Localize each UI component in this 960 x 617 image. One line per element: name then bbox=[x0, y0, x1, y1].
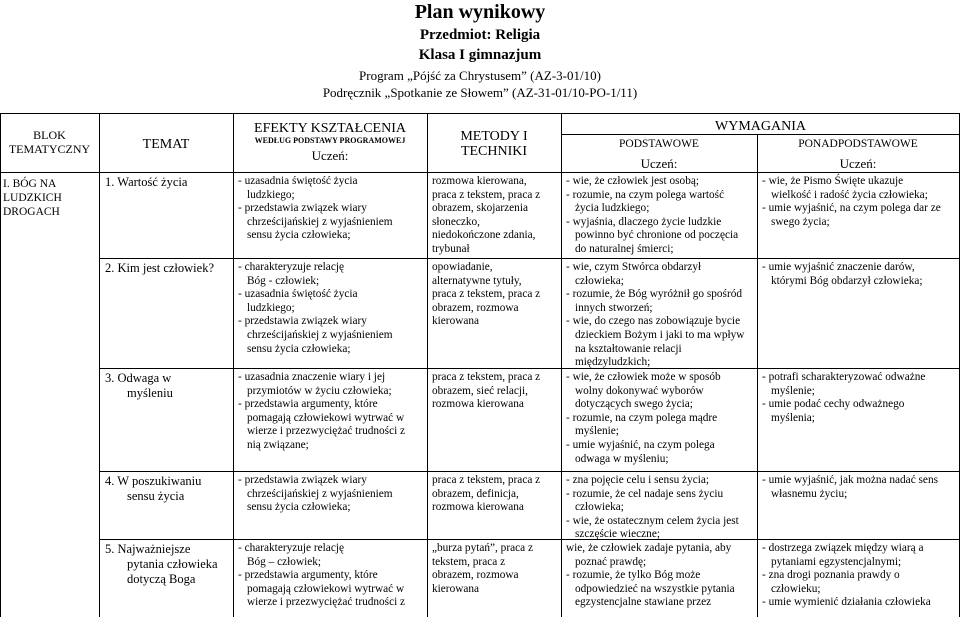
cell-line: - wie, czym Stwórca obdarzył bbox=[566, 261, 702, 273]
cell-line: - przedstawia związek wiary bbox=[238, 315, 367, 328]
cell-line: ludzkiego; bbox=[247, 301, 295, 314]
row-line bbox=[99, 539, 960, 540]
topic-cell bbox=[105, 371, 231, 401]
cell-line: nią związane; bbox=[247, 438, 309, 451]
cell-line: poznać prawdę; bbox=[575, 555, 647, 568]
cell-line: sensu życia człowieka; bbox=[247, 501, 351, 514]
effects-cell bbox=[238, 261, 426, 356]
cell-line: opowiadanie, bbox=[432, 261, 493, 273]
cell-line: swego życia; bbox=[771, 215, 830, 228]
header-uczen: Uczeń: bbox=[640, 156, 678, 171]
cell-line: obrazem, skojarzenia bbox=[432, 202, 528, 215]
cell-line: - umie wyjaśnić, na czym polega dar ze bbox=[762, 202, 941, 215]
cell-line: odpowiedzieć na wszystkie pytania bbox=[575, 582, 735, 595]
cell-line: - dostrzega związek między wiarą a bbox=[762, 542, 924, 554]
cell-line: odwaga w myśleniu; bbox=[575, 452, 669, 465]
header-efekty bbox=[233, 121, 427, 163]
cell-line: do naturalnej śmierci; bbox=[575, 242, 674, 255]
wymagania-divider bbox=[561, 134, 960, 135]
header-efekty-subtitle: WEDŁUG PODSTAWY PROGRAMOWEJ bbox=[254, 136, 406, 145]
col-line bbox=[0, 113, 1, 617]
cell-line: Bóg – człowiek; bbox=[247, 555, 322, 568]
basic-requirements-cell bbox=[566, 175, 756, 257]
col-line bbox=[99, 113, 100, 617]
advanced-requirements-cell bbox=[762, 261, 958, 288]
cell-line: myśleniu bbox=[127, 386, 173, 400]
header-ponadpodstawowe-label: PONADPODSTAWOWE bbox=[798, 138, 918, 150]
cell-line: innych stworzeń; bbox=[575, 301, 653, 314]
cell-line: - zna drogi poznania prawdy o bbox=[762, 569, 900, 582]
cell-line: na kształtowanie relacji bbox=[575, 342, 682, 355]
header-temat: TEMAT bbox=[142, 137, 190, 152]
col-line bbox=[561, 113, 562, 617]
topic-cell bbox=[105, 542, 231, 587]
cell-line: życia ludzkiego; bbox=[575, 202, 650, 215]
cell-line: - przedstawia argumenty, które bbox=[238, 569, 378, 582]
advanced-requirements-cell bbox=[762, 371, 958, 425]
header-efekty-title: EFEKTY KSZTAŁCENIA bbox=[254, 121, 406, 136]
cell-line: obrazem, definicja, bbox=[432, 487, 519, 500]
header-uczen: Uczeń: bbox=[311, 148, 349, 163]
basic-requirements-cell bbox=[566, 542, 756, 610]
header-metody-line: METODY I bbox=[460, 129, 528, 144]
cell-line: chrześcijańskiej z wyjaśnieniem bbox=[247, 328, 393, 341]
cell-line: wierze i przezwyciężać trudności z bbox=[247, 596, 406, 609]
cell-line: obrazem, rozmowa bbox=[432, 569, 519, 582]
cell-line: kierowana bbox=[432, 315, 480, 328]
cell-line: pytaniami egzystencjalnymi; bbox=[771, 555, 902, 568]
cell-line: sensu życia człowieka; bbox=[247, 229, 351, 242]
cell-line: rozmowa kierowana, bbox=[432, 175, 527, 187]
cell-line: człowieka; bbox=[575, 501, 624, 514]
cell-line: - uzasadnia świętość życia bbox=[238, 175, 358, 187]
effects-cell bbox=[238, 474, 426, 515]
cell-line: „burza pytań”, praca z bbox=[432, 542, 533, 554]
textbook-line: Podręcznik „Spotkanie ze Słowem” (AZ-31-01/10-PO-1/11) bbox=[322, 85, 638, 100]
cell-line: pomagają człowiekowi wytrwać w bbox=[247, 411, 405, 424]
cell-line: 4. W poszukiwaniu bbox=[105, 474, 202, 488]
cell-line: - umie podać cechy odważnego bbox=[762, 398, 905, 411]
effects-cell bbox=[238, 175, 426, 243]
col-line bbox=[757, 134, 758, 617]
cell-line: myślenie; bbox=[575, 425, 619, 438]
col-line bbox=[233, 113, 234, 617]
cell-line: obrazem, rozmowa bbox=[432, 301, 519, 314]
cell-line: człowieku; bbox=[771, 582, 821, 595]
subject-line: Przedmiot: Religia bbox=[419, 27, 541, 43]
header-wymagania: WYMAGANIA bbox=[715, 119, 806, 134]
header-metody bbox=[427, 129, 561, 159]
header-metody-line: TECHNIKI bbox=[460, 144, 528, 159]
header-uczen: Uczeń: bbox=[839, 156, 877, 171]
cell-line: którymi Bóg obdarzył człowieka; bbox=[771, 274, 923, 287]
cell-line: wierze i przezwyciężać trudności z bbox=[247, 425, 406, 438]
cell-line: rozmowa kierowana bbox=[432, 501, 524, 514]
cell-line: dotyczących swego życia; bbox=[575, 398, 693, 411]
blok-name bbox=[3, 177, 97, 219]
methods-cell bbox=[432, 474, 560, 515]
cell-line: pytania człowieka bbox=[127, 557, 218, 571]
effects-cell bbox=[238, 542, 426, 610]
cell-line: - przedstawia argumenty, które bbox=[238, 398, 378, 411]
cell-line: dzieckiem Bożym i jaki to ma wpływ bbox=[575, 328, 745, 341]
cell-line: - wie, że ostatecznym celem życia jest bbox=[566, 514, 739, 527]
cell-line: Bóg - człowiek; bbox=[247, 274, 320, 287]
cell-line: - rozumie, na czym polega mądre bbox=[566, 411, 718, 424]
header-blok-line: BLOK bbox=[33, 128, 66, 142]
cell-line: 5. Najważniejsze bbox=[105, 542, 191, 556]
topic-cell bbox=[105, 474, 231, 504]
basic-requirements-cell bbox=[566, 261, 756, 370]
cell-line: - umie wymienić działania człowieka bbox=[762, 596, 931, 609]
cell-line: 2. Kim jest człowiek? bbox=[105, 261, 214, 275]
header-podstawowe bbox=[561, 137, 757, 171]
cell-line: dotyczą Boga bbox=[127, 572, 196, 586]
cell-line: rozmowa kierowana bbox=[432, 398, 524, 411]
header-ponadpodstawowe bbox=[757, 137, 959, 171]
topic-cell bbox=[105, 261, 231, 276]
cell-line: sensu życia bbox=[127, 489, 185, 503]
cell-line: wie, że człowiek zadaje pytania, aby bbox=[566, 542, 732, 554]
cell-line: - potrafi scharakteryzować odważne bbox=[762, 371, 926, 383]
cell-line: 3. Odwaga w bbox=[105, 371, 172, 385]
advanced-requirements-cell bbox=[762, 542, 958, 610]
cell-line: - wie, że człowiek może w sposób bbox=[566, 371, 721, 383]
cell-line: - wie, że człowiek jest osobą; bbox=[566, 175, 700, 187]
cell-line: egzystencjalne stawiane przez bbox=[575, 596, 712, 609]
cell-line: - umie wyjaśnić znaczenie darów, bbox=[762, 261, 915, 273]
effects-cell bbox=[238, 371, 426, 453]
topic-cell bbox=[105, 175, 231, 190]
cell-line: - przedstawia związek wiary bbox=[238, 202, 367, 215]
program-line: Program „Pójść za Chrystusem” (AZ-3-01/10) bbox=[359, 68, 601, 83]
cell-line: niedokończone zdania, bbox=[432, 229, 536, 242]
cell-line: 1. Wartość życia bbox=[105, 175, 188, 189]
header-podstawowe-label: PODSTAWOWE bbox=[619, 138, 699, 150]
cell-line: ludzkiego; bbox=[247, 188, 295, 201]
cell-line: pomagają człowiekowi wytrwać w bbox=[247, 582, 405, 595]
cell-line: wielkość i radość życia człowieka; bbox=[771, 188, 928, 201]
cell-line: - uzasadnia świętość życia bbox=[238, 288, 358, 301]
cell-line: sensu życia człowieka; bbox=[247, 342, 351, 355]
cell-line: - przedstawia związek wiary bbox=[238, 474, 367, 486]
cell-line: praca z tekstem, praca z bbox=[432, 474, 541, 486]
row-line bbox=[99, 471, 960, 472]
cell-line: myślenie; bbox=[771, 384, 815, 397]
header-blok bbox=[0, 128, 99, 156]
cell-line: alternatywne tytuły, bbox=[432, 274, 522, 287]
blok-name-line: I. BÓG NA bbox=[3, 178, 57, 190]
cell-line: chrześcijańskiej z wyjaśnieniem bbox=[247, 215, 393, 228]
cell-line: międzyludzkich; bbox=[575, 356, 651, 369]
cell-line: powinno być chronione od poczęcia bbox=[575, 229, 739, 242]
cell-line: - charakteryzuje relację bbox=[238, 261, 344, 273]
blok-name-line: DROGACH bbox=[3, 206, 60, 218]
cell-line: - wie, że Pismo Święte ukazuje bbox=[762, 175, 904, 187]
cell-line: - umie wyjaśnić, na czym polega bbox=[566, 438, 715, 451]
cell-line: - rozumie, że Bóg wyróżnił go spośród bbox=[566, 288, 743, 301]
basic-requirements-cell bbox=[566, 474, 756, 542]
cell-line: - rozumie, na czym polega wartość bbox=[566, 188, 725, 201]
header-blok-line: TEMATYCZNY bbox=[8, 142, 91, 156]
methods-cell bbox=[432, 261, 560, 329]
col-line bbox=[427, 113, 428, 617]
cell-line: obrazem, sieć relacji, bbox=[432, 384, 528, 397]
cell-line: - uzasadnia znaczenie wiary i jej bbox=[238, 371, 386, 383]
cell-line: własnemu życiu; bbox=[771, 487, 848, 500]
row-line bbox=[99, 368, 960, 369]
cell-line: tekstem, praca z bbox=[432, 555, 506, 568]
methods-cell bbox=[432, 175, 560, 257]
cell-line: człowieka; bbox=[575, 274, 624, 287]
basic-requirements-cell bbox=[566, 371, 756, 466]
methods-cell bbox=[432, 371, 560, 412]
cell-line: - rozumie, że cel nadaje sens życiu bbox=[566, 487, 724, 500]
cell-line: - umie wyjaśnić, jak można nadać sens bbox=[762, 474, 938, 486]
cell-line: praca z tekstem, praca z bbox=[432, 288, 541, 301]
cell-line: słoneczko, bbox=[432, 215, 480, 228]
header-bottom-border bbox=[0, 172, 960, 173]
cell-line: - charakteryzuje relację bbox=[238, 542, 344, 554]
cell-line: - rozumie, że tylko Bóg może bbox=[566, 569, 701, 582]
cell-line: szczęście wieczne; bbox=[575, 528, 660, 541]
advanced-requirements-cell bbox=[762, 175, 958, 229]
cell-line: trybunał bbox=[432, 242, 470, 255]
advanced-requirements-cell bbox=[762, 474, 958, 501]
cell-line: chrześcijańskiej z wyjaśnieniem bbox=[247, 487, 393, 500]
cell-line: wolny dokonywać wyborów bbox=[575, 384, 704, 397]
cell-line: - wyjaśnia, dlaczego życie ludzkie bbox=[566, 215, 722, 228]
blok-name-line: LUDZKICH bbox=[3, 192, 62, 204]
row-line bbox=[99, 258, 960, 259]
cell-line: kierowana bbox=[432, 582, 480, 595]
methods-cell bbox=[432, 542, 560, 596]
page-title: Plan wynikowy bbox=[414, 1, 546, 23]
cell-line: praca z tekstem, praca z bbox=[432, 371, 541, 383]
table-top-border bbox=[0, 113, 960, 114]
cell-line: myślenia; bbox=[771, 411, 815, 424]
cell-line: praca z tekstem, praca z bbox=[432, 188, 541, 201]
cell-line: przymiotów w życiu człowieka; bbox=[247, 384, 392, 397]
cell-line: - wie, do czego nas zobowiązuje bycie bbox=[566, 315, 741, 328]
class-line: Klasa I gimnazjum bbox=[418, 47, 542, 63]
cell-line: - zna pojęcie celu i sensu życia; bbox=[566, 474, 710, 486]
